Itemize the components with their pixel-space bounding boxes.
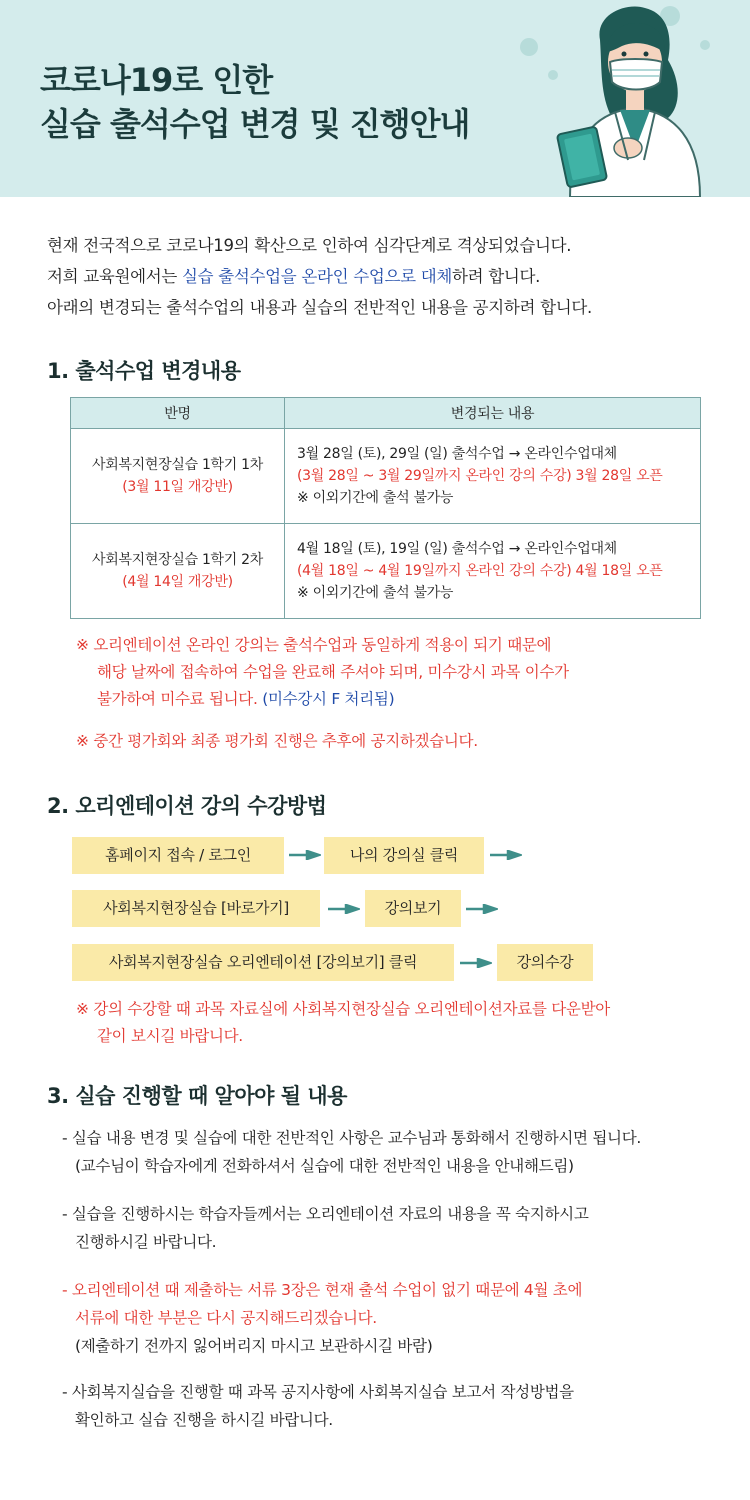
change-content-cell bbox=[285, 524, 701, 619]
list-item bbox=[62, 1124, 641, 1180]
item-line: - 사회복지실습을 진행할 때 과목 공지사항에 사회복지실습 보고서 작성방법을 bbox=[62, 1383, 574, 1401]
class-name: 사회복지현장실습 1학기 2차 bbox=[92, 552, 263, 568]
table-row bbox=[71, 429, 701, 524]
arrow-right-icon bbox=[466, 904, 498, 914]
item-line: 확인하고 실습 진행을 하시길 바랍니다. bbox=[75, 1411, 333, 1429]
list-item bbox=[62, 1378, 574, 1434]
arrow-right-icon bbox=[289, 850, 321, 860]
step-view-lecture-box: 강의보기 bbox=[365, 890, 461, 927]
header-banner bbox=[0, 0, 750, 197]
title-line-2: 실습 출석수업 변경 및 진행안내 bbox=[40, 105, 470, 143]
item-line: - 실습을 진행하시는 학습자들께서는 오리엔테이션 자료의 내용을 꼭 숙지하시고 bbox=[62, 1205, 589, 1223]
arrow-right-icon bbox=[490, 850, 522, 860]
step-login-box: 홈페이지 접속 / 로그인 bbox=[72, 837, 284, 874]
item-line: - 오리엔테이션 때 제출하는 서류 3장은 현재 출석 수업이 없기 때문에 4월 초에 bbox=[62, 1281, 583, 1299]
note-line-pre: 불가하여 미수료 됩니다. bbox=[97, 690, 263, 708]
page-title bbox=[40, 58, 469, 146]
change-line-1: 4월 18일 (토), 19일 (일) 출석수업 → 온라인수업대체 bbox=[297, 541, 617, 557]
virus-icon bbox=[520, 38, 538, 56]
intro-line-2-pre: 저희 교육원에서는 bbox=[47, 267, 183, 286]
change-line-1: 3월 28일 (토), 29일 (일) 출석수업 → 온라인수업대체 bbox=[297, 446, 617, 462]
intro-highlight: 실습 출석수업을 온라인 수업으로 대체 bbox=[182, 267, 453, 286]
table-row bbox=[71, 524, 701, 619]
change-line-2: (3월 28일 ~ 3월 29일까지 온라인 강의 수강) 3월 28일 오픈 bbox=[297, 468, 663, 484]
step-orientation-box: 사회복지현장실습 오리엔테이션 [강의보기] 클릭 bbox=[72, 944, 454, 981]
arrow-right-icon bbox=[328, 904, 360, 914]
note-line: ※ 오리엔테이션 온라인 강의는 출석수업과 동일하게 적용이 되기 때문에 bbox=[76, 636, 552, 654]
intro-line-2 bbox=[47, 261, 727, 292]
step-shortcut-box: 사회복지현장실습 [바로가기] bbox=[72, 890, 320, 927]
list-item bbox=[62, 1276, 582, 1360]
section-3-title: 3. 실습 진행할 때 알아야 될 내용 bbox=[47, 1084, 347, 1108]
intro-text bbox=[47, 230, 727, 323]
doctor-illustration-icon bbox=[540, 0, 750, 197]
change-line-2: (4월 18일 ~ 4월 19일까지 온라인 강의 수강) 4월 18일 오픈 bbox=[297, 563, 663, 579]
change-content-cell bbox=[285, 429, 701, 524]
class-start-date: (4월 14일 개강반) bbox=[122, 574, 233, 590]
intro-line-3: 아래의 변경되는 출석수업의 내용과 실습의 전반적인 내용을 공지하려 합니다. bbox=[47, 298, 592, 317]
table-header-class: 반명 bbox=[71, 398, 285, 429]
note-line: ※ 강의 수강할 때 과목 자료실에 사회복지현장실습 오리엔테이션자료를 다운받아 bbox=[76, 1000, 610, 1018]
note-line: 같이 보시길 바랍니다. bbox=[97, 1027, 243, 1045]
table-header-row bbox=[71, 398, 701, 429]
class-name: 사회복지현장실습 1학기 1차 bbox=[92, 457, 263, 473]
intro-line-2-post: 하려 합니다. bbox=[452, 267, 541, 286]
item-line: (제출하기 전까지 잃어버리지 마시고 보관하시길 바람) bbox=[75, 1337, 433, 1355]
item-line: 진행하시길 바랍니다. bbox=[75, 1233, 217, 1251]
step-my-classroom-box: 나의 강의실 클릭 bbox=[324, 837, 484, 874]
note-line: 해당 날짜에 접속하여 수업을 완료해 주셔야 되며, 미수강시 과목 이수가 bbox=[97, 663, 569, 681]
item-line: - 실습 내용 변경 및 실습에 대한 전반적인 사항은 교수님과 통화해서 진행하시면 됩니다. bbox=[62, 1129, 642, 1147]
section-1-title: 1. 출석수업 변경내용 bbox=[47, 359, 241, 383]
intro-line-1: 현재 전국적으로 코로나19의 확산으로 인하여 심각단계로 격상되었습니다. bbox=[47, 236, 572, 255]
section-2-note bbox=[76, 996, 610, 1050]
step-take-lecture-box: 강의수강 bbox=[497, 944, 593, 981]
item-line: (교수님이 학습자에게 전화하셔서 실습에 대한 전반적인 내용을 안내해드림) bbox=[75, 1157, 574, 1175]
change-line-3: ※ 이외기간에 출석 불가능 bbox=[297, 490, 454, 506]
item-line: 서류에 대한 부분은 다시 공지해드리겠습니다. bbox=[75, 1309, 377, 1327]
section-1-note-2: ※ 중간 평가회와 최종 평가회 진행은 추후에 공지하겠습니다. bbox=[76, 732, 478, 750]
class-name-cell bbox=[71, 524, 285, 619]
schedule-change-table bbox=[70, 397, 701, 619]
title-line-1: 코로나19로 인한 bbox=[40, 61, 273, 99]
fail-notice: (미수강시 F 처리됨) bbox=[262, 690, 395, 708]
note-line bbox=[76, 686, 569, 713]
section-2-title: 2. 오리엔테이션 강의 수강방법 bbox=[47, 794, 327, 818]
table-header-content: 변경되는 내용 bbox=[285, 398, 701, 429]
change-line-3: ※ 이외기간에 출석 불가능 bbox=[297, 585, 454, 601]
class-start-date: (3월 11일 개강반) bbox=[122, 479, 233, 495]
list-item bbox=[62, 1200, 589, 1256]
arrow-right-icon bbox=[460, 958, 492, 968]
section-1-note-1 bbox=[76, 632, 569, 713]
class-name-cell bbox=[71, 429, 285, 524]
